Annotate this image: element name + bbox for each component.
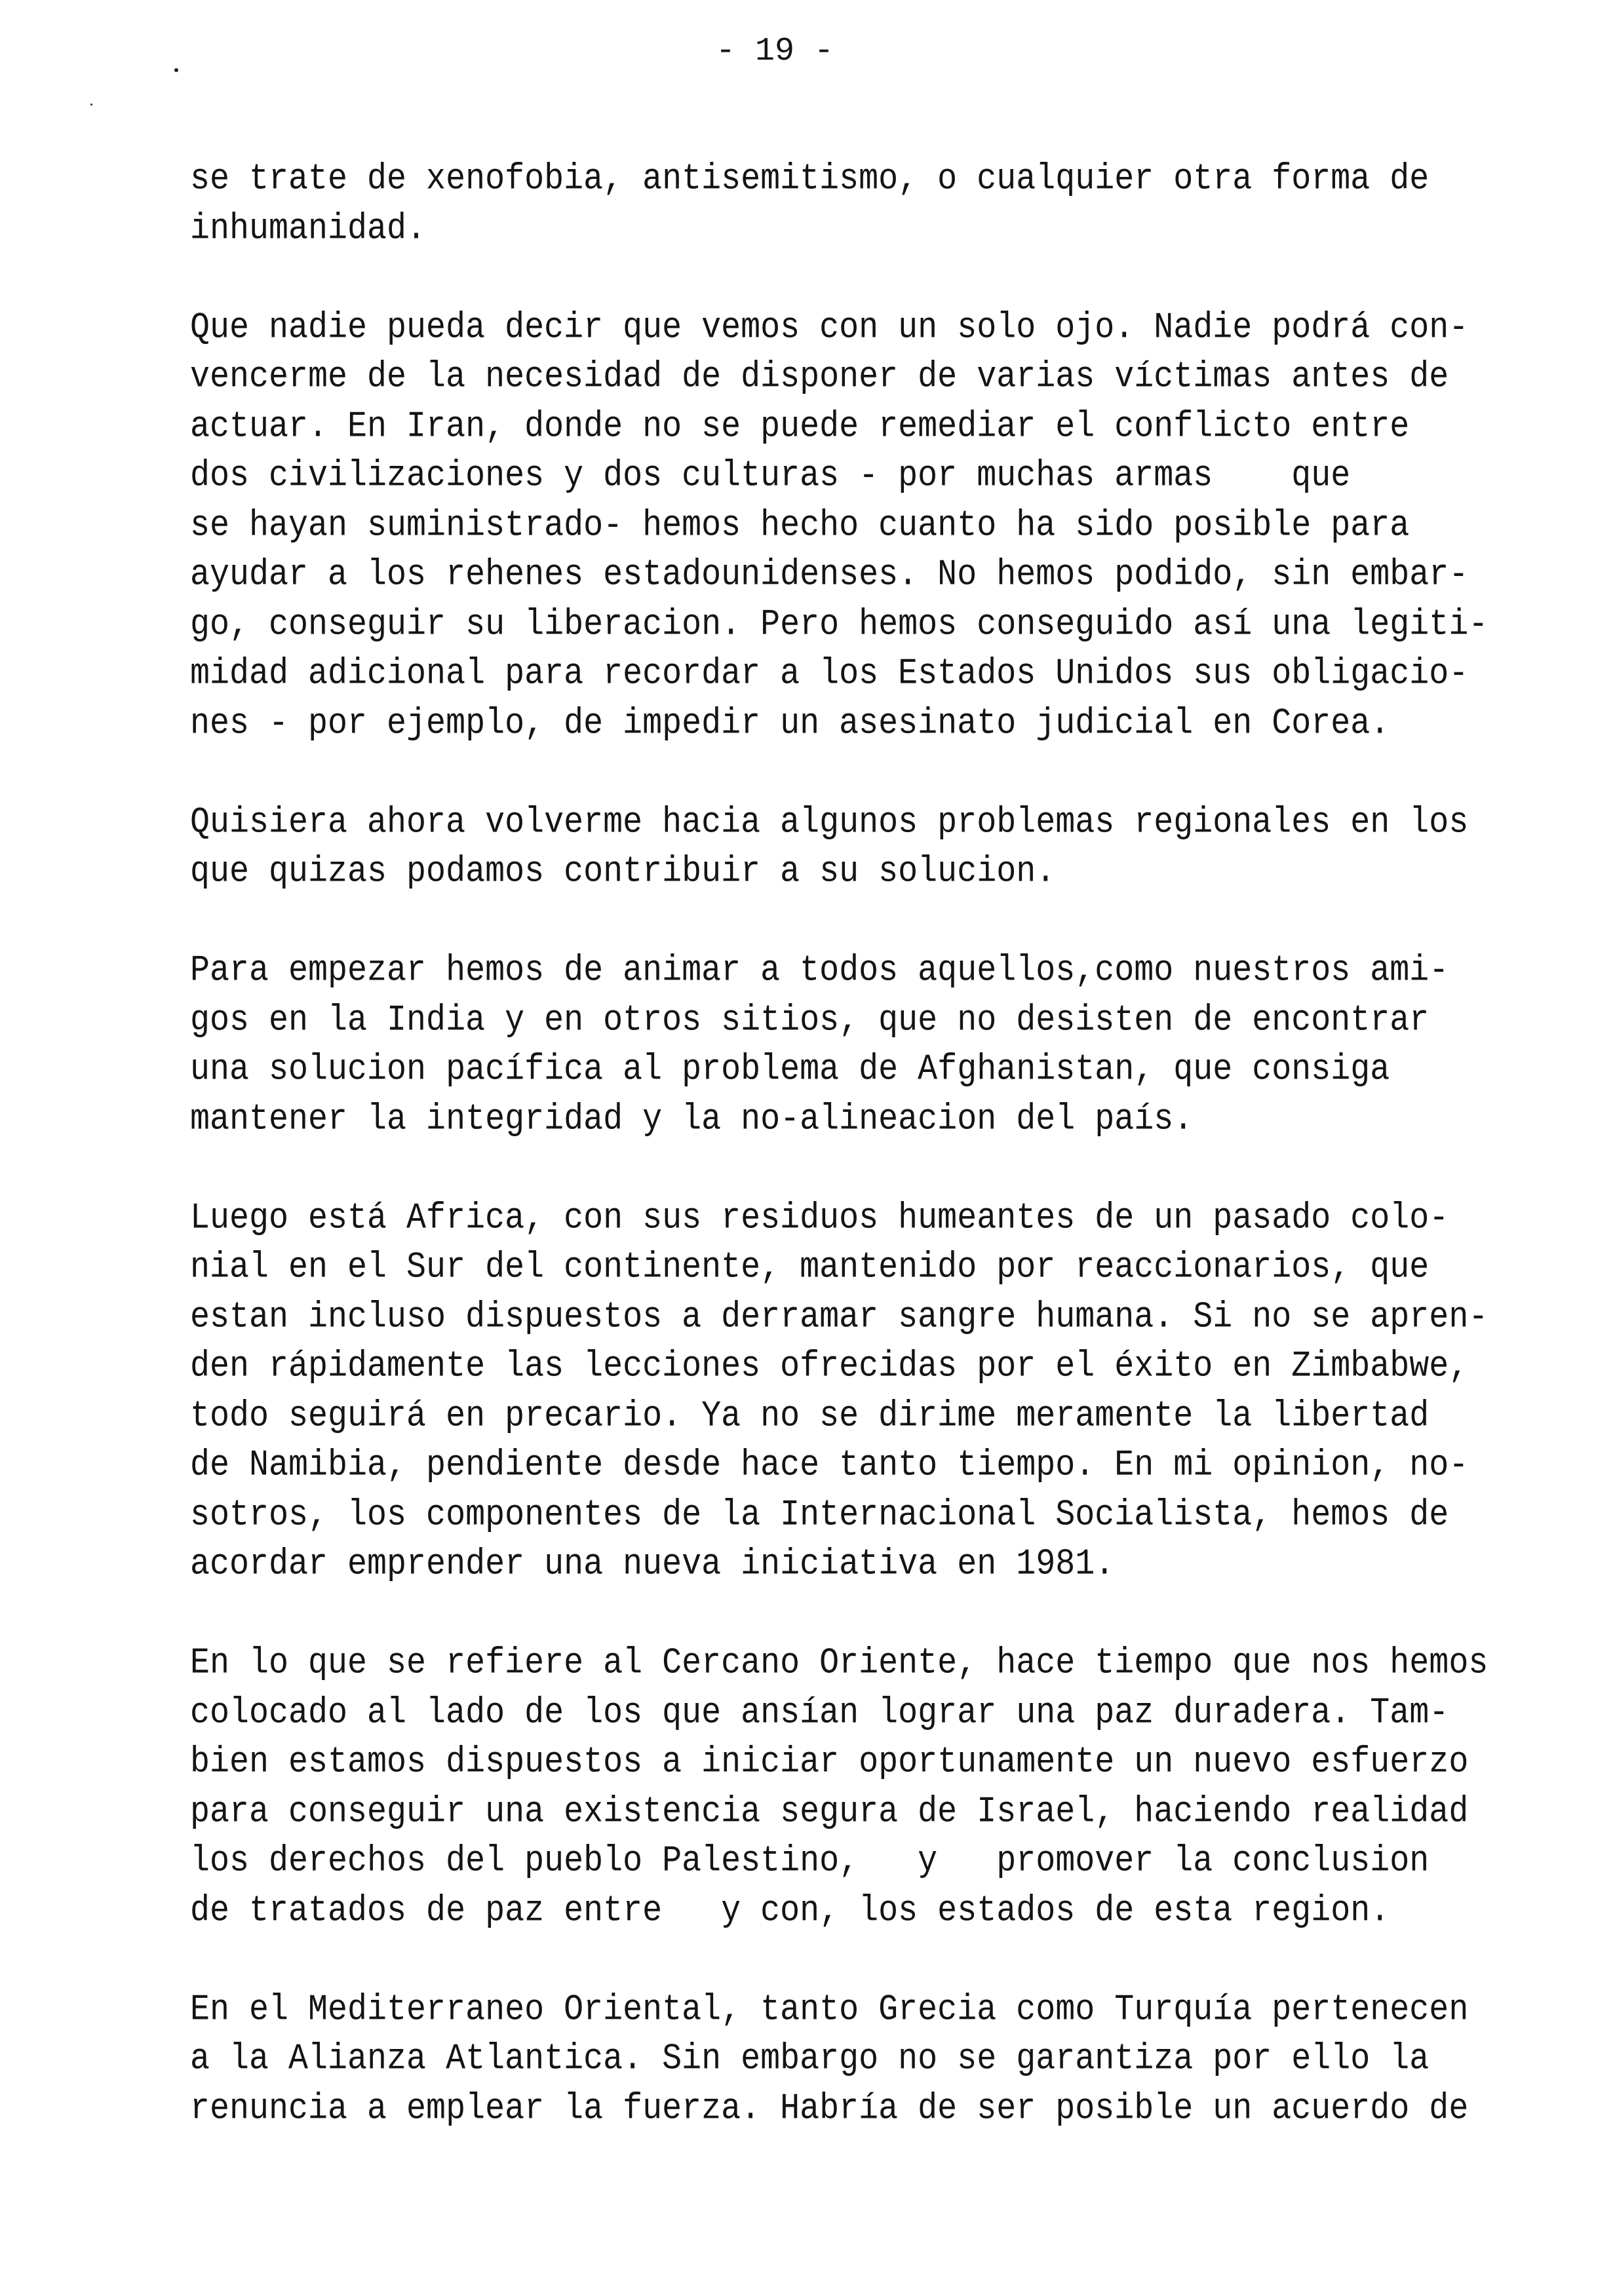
text-line: mantener la integridad y la no-alineacion del país. [190, 1098, 1194, 1140]
paragraph [190, 155, 1501, 254]
page-number [0, 29, 1615, 75]
text-line: gos en la India y en otros sitios, que no desisten de encontrar [190, 999, 1430, 1041]
text-line: vencerme de la necesidad de disponer de varias víctimas antes de [190, 356, 1449, 398]
text-line: Quisiera ahora volverme hacia algunos problemas regionales en los [190, 801, 1469, 843]
text-line: dos civilizaciones y dos culturas - por muchas armas que [190, 455, 1351, 497]
text-line: todo seguirá en precario. Ya no se dirime meramente la libertad [190, 1395, 1430, 1437]
text-line: midad adicional para recordar a los Estados Unidos sus obligacio- [190, 653, 1469, 695]
text-line: Para empezar hemos de animar a todos aquellos,como nuestros ami- [190, 949, 1449, 992]
paragraph [190, 1194, 1501, 1590]
text-line: renuncia a emplear la fuerza. Habría de ser posible un acuerdo de [190, 2088, 1469, 2130]
text-line: actuar. En Iran, donde no se puede remediar el conflicto entre [190, 406, 1410, 448]
text-line: de Namibia, pendiente desde hace tanto tiempo. En mi opinion, no- [190, 1444, 1469, 1487]
paragraph [190, 1639, 1501, 1936]
document-body [190, 155, 1501, 2183]
paragraph [190, 1985, 1501, 2134]
text-line: estan incluso dispuestos a derramar sangre humana. Si no se apren- [190, 1296, 1489, 1338]
text-line: den rápidamente las lecciones ofrecidas por el éxito en Zimbabwe, [190, 1345, 1469, 1388]
text-line: una solucion pacífica al problema de Afghanistan, que consiga [190, 1048, 1390, 1091]
text-line: inhumanidad. [190, 208, 427, 250]
text-line: de tratados de paz entre y con, los estados de esta region. [190, 1890, 1390, 1932]
text-line: sotros, los componentes de la Internacional Socialista, hemos de [190, 1494, 1449, 1536]
text-line: go, conseguir su liberacion. Pero hemos conseguido así una legiti- [190, 603, 1489, 645]
paragraph [190, 798, 1501, 897]
text-line: Que nadie pueda decir que vemos con un solo ojo. Nadie podrá con- [190, 307, 1469, 349]
text-line: para conseguir una existencia segura de Israel, haciendo realidad [190, 1791, 1469, 1833]
scan-speck [90, 104, 92, 105]
scan-speck [174, 68, 178, 72]
text-line: ayudar a los rehenes estadounidenses. No hemos podido, sin embar- [190, 554, 1469, 596]
text-line: los derechos del pueblo Palestino, y promover la conclusion [190, 1840, 1430, 1883]
page-number-text: - 19 - [715, 33, 834, 70]
text-line: colocado al lado de los que ansían lograr una paz duradera. Tam- [190, 1692, 1449, 1734]
text-line: acordar emprender una nueva iniciativa en 1981. [190, 1543, 1115, 1586]
text-line: En el Mediterraneo Oriental, tanto Grecia como Turquía pertenecen [190, 1989, 1469, 2031]
text-line: que quizas podamos contribuir a su solucion. [190, 851, 1056, 893]
text-line: Luego está Africa, con sus residuos humeantes de un pasado colo- [190, 1197, 1449, 1239]
text-line: se hayan suministrado- hemos hecho cuanto ha sido posible para [190, 505, 1410, 546]
text-line: a la Alianza Atlantica. Sin embargo no se garantiza por ello la [190, 2038, 1430, 2080]
text-line: se trate de xenofobia, antisemitismo, o cualquier otra forma de [190, 158, 1430, 201]
text-line: nes - por ejemplo, de impedir un asesinato judicial en Corea. [190, 702, 1390, 744]
paragraph [190, 946, 1501, 1144]
paragraph [190, 303, 1501, 749]
text-line: bien estamos dispuestos a iniciar oportunamente un nuevo esfuerzo [190, 1741, 1469, 1784]
text-line: nial en el Sur del continente, mantenido por reaccionarios, que [190, 1246, 1430, 1289]
text-line: En lo que se refiere al Cercano Oriente, hace tiempo que nos hemos [190, 1642, 1489, 1685]
